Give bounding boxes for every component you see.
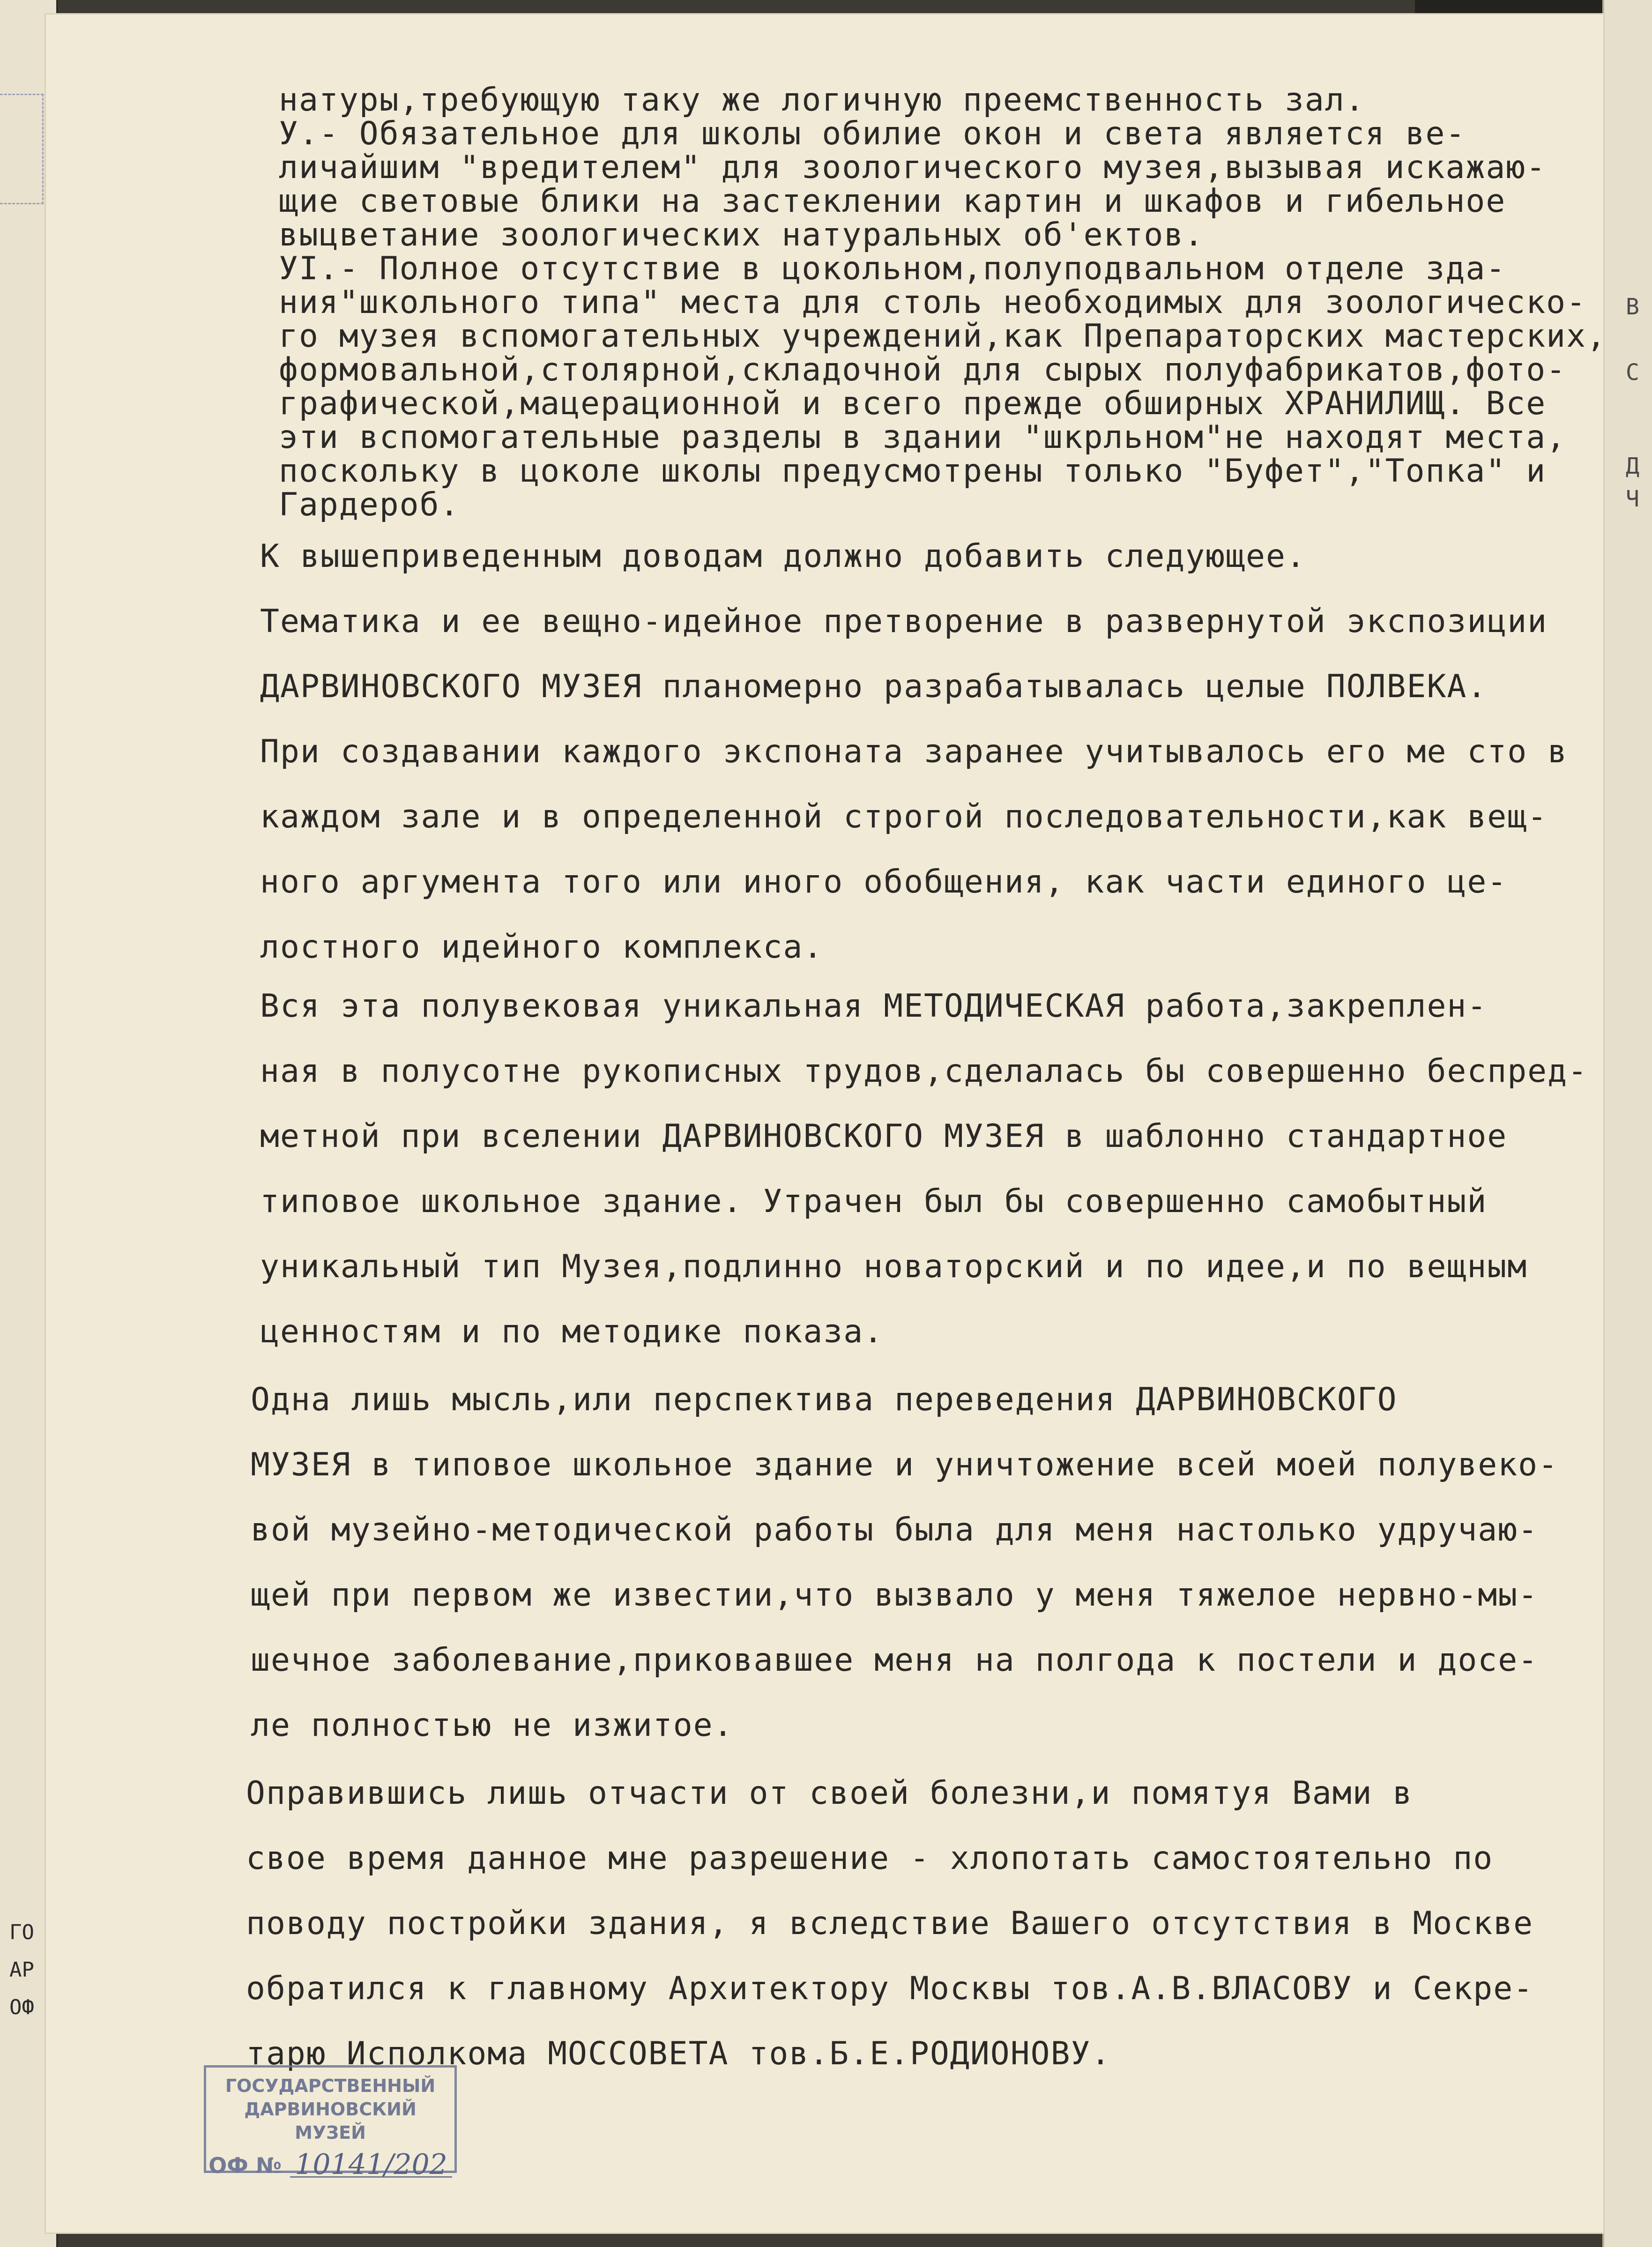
text-line: Оправившись лишь отчасти от своей болезни,и помятуя Вами в (246, 1775, 1413, 1812)
stamp-fund-code: ОФ № (208, 2152, 282, 2178)
text-line: ценностям и по методике показа. (260, 1313, 884, 1350)
right-edge-fragment: Ч (1626, 486, 1639, 512)
right-edge-fragment: Д (1626, 453, 1639, 479)
text-line: обратился к главному Архитектору Москвы тов.А.В.ВЛАСОВУ и Секре- (246, 1970, 1534, 2007)
text-line: свое время данное мне разрешение - хлопотать самостоятельно по (246, 1840, 1494, 1877)
text-line: шечное заболевание,приковавшее меня на полгода к постели и досе- (251, 1642, 1539, 1679)
text-line: При создавании каждого экспоната заранее учитывалось его ме сто в (260, 733, 1568, 770)
text-line: формовальной,столярной,складочной для сырых полуфабрикатов,фото- (279, 351, 1567, 388)
paragraph-methodical-work (260, 974, 1588, 1364)
text-line: метной при вселении ДАРВИНОВСКОГО МУЗЕЯ в шаблонно стандартное (260, 1118, 1508, 1155)
stamp-museum-name: ДАРВИНОВСКИЙ МУЗЕЙ (244, 2099, 417, 2143)
text-line: эти вспомогательные разделы в здании "шкрльном"не находят места, (279, 419, 1567, 456)
text-line: типовое школьное здание. Утрачен был бы совершенно самобытный (260, 1183, 1488, 1220)
text-line: ДАРВИНОВСКОГО МУЗЕЯ планомерно разрабатывалась целые ПОЛВЕКА. (260, 668, 1488, 705)
left-edge-fragment: АР (9, 1958, 34, 1982)
text-line: Гардероб. (279, 486, 460, 523)
text-line: ная в полусотне рукописных трудов,сделалась бы совершенно беспред- (260, 1053, 1588, 1090)
right-edge-fragment: В (1626, 294, 1639, 320)
text-line: поскольку в цоколе школы предусмотрены только "Буфет","Топка" и (279, 453, 1547, 490)
text-line: Одна лишь мысль,или перспектива переведения ДАРВИНОВСКОГО (251, 1381, 1398, 1418)
stamp-number-row (206, 2148, 454, 2181)
text-line: го музея вспомогательных учреждений,как Препараторских мастерских, (279, 318, 1607, 355)
right-background-sheet (1602, 0, 1652, 2247)
text-line: К вышеприведенным доводам должно добавить следующее. (260, 538, 1306, 575)
stamp-inventory-number: 10141/202 (290, 2153, 452, 2178)
text-line: ного аргумента того или иного обобщения, как части единого це- (260, 863, 1508, 900)
text-line: У.- Обязательное для школы обилие окон и света является ве- (279, 115, 1466, 152)
text-line: Тематика и ее вещно-идейное претворение в развернутой экспозиции (260, 603, 1548, 640)
text-line: УI.- Полное отсутствие в цокольном,полуподвальном отделе зда- (279, 250, 1506, 287)
text-line: графической,мацерационной и всего прежде обширных ХРАНИЛИЩ. Все (279, 385, 1547, 422)
text-line: щей при первом же известии,что вызвало у меня тяжелое нервно-мы- (251, 1577, 1539, 1614)
text-line: Вся эта полувековая уникальная МЕТОДИЧЕСКАЯ работа,закреплен- (260, 988, 1488, 1025)
stamp-museum-state: ГОСУДАРСТВЕННЫЙ (225, 2076, 436, 2096)
museum-inventory-stamp (204, 2065, 457, 2181)
text-line: ния"школьного типа" места для столь необходимых для зоологическо- (279, 284, 1587, 321)
text-line: выцветание зоологических натуральных об'ектов. (279, 216, 1205, 253)
left-sheet-stamp-fragment (0, 94, 44, 204)
paragraph-thematics (260, 524, 1568, 980)
text-line: личайшим "вредителем" для зоологического музея,вызывая искажаю- (279, 149, 1547, 186)
text-line: уникальный тип Музея,подлинно новаторский и по идее,и по вещным (260, 1248, 1528, 1285)
typewritten-page (45, 13, 1605, 2234)
text-line: каждом зале и в определенной строгой последовательности,как вещ- (260, 798, 1548, 835)
text-line: МУЗЕЯ в типовое школьное здание и уничтожение всей моей полувеко- (251, 1446, 1559, 1483)
paragraph-continuation (279, 83, 1607, 522)
paragraph-illness (251, 1367, 1558, 1758)
paragraph-appeal (246, 1761, 1533, 2086)
text-line: щие световые блики на застеклении картин и шкафов и гибельное (279, 183, 1506, 220)
left-edge-fragment: ГО (9, 1920, 34, 1944)
text-line: ле полностью не изжитое. (251, 1707, 734, 1744)
text-line: натуры,требующую таку же логичную преемственность зал. (279, 82, 1365, 119)
text-line: тарю Исполкома МОССОВЕТА тов.Б.Е.РОДИОНОВУ. (246, 2035, 1111, 2072)
right-edge-fragment: С (1626, 359, 1639, 386)
left-edge-fragment: ОФ (9, 1995, 34, 2019)
text-line: поводу постройки здания, я вследствие Вашего отсутствия в Москве (246, 1905, 1534, 1942)
text-line: лостного идейного комплекса. (260, 929, 824, 966)
text-line: вой музейно-методической работы была для меня настолько удручаю- (251, 1511, 1539, 1548)
